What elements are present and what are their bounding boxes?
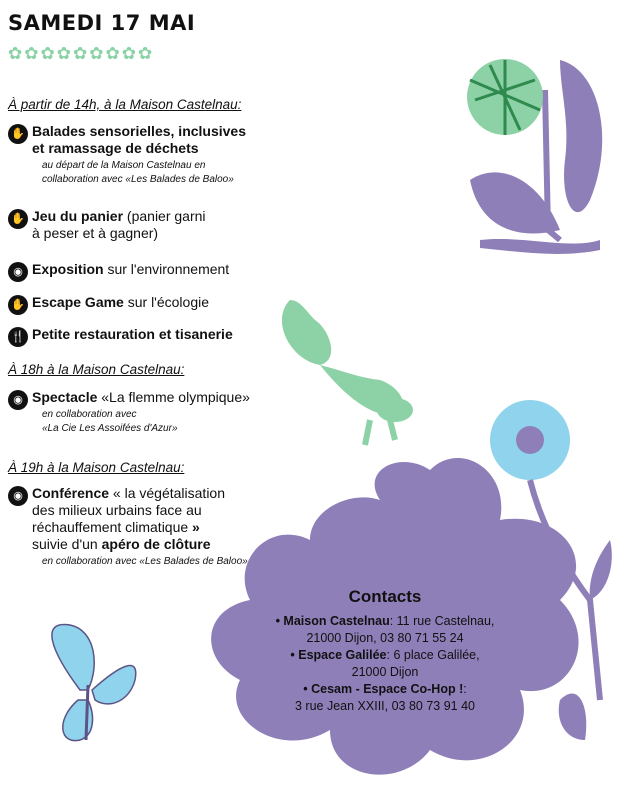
leaf-star-icon: ✿ — [56, 44, 71, 64]
item-escape-game — [8, 294, 209, 315]
leaf-star-icon: ✿ — [105, 44, 120, 64]
item-balades-title-2: et ramassage de déchets — [32, 140, 199, 156]
item-panier-title: Jeu du panier — [32, 208, 124, 224]
contact-2-address-1: : 6 place Galilée, — [386, 648, 480, 662]
item-balades-sub-2: collaboration avec «Les Balades de Baloo» — [42, 174, 234, 185]
leaf-star-icon: ✿ — [121, 44, 136, 64]
item-conference-sub: en collaboration avec «Les Balades de Baloo» — [42, 556, 248, 567]
section-heading-18h: À 18h à la Maison Castelnau: — [8, 362, 185, 377]
item-conference-apero: apéro de clôture — [101, 536, 211, 552]
item-panier-text-2: à peser et à gagner) — [32, 225, 159, 241]
item-balades — [8, 123, 246, 187]
item-escape-title: Escape Game — [32, 294, 124, 310]
item-conference-line-3: réchauffement climatique — [32, 519, 189, 535]
contact-1-address-2: 21000 Dijon, 03 80 71 55 24 — [306, 631, 464, 645]
item-panier-text: (panier garni — [123, 208, 206, 224]
item-restauration-title: Petite restauration et tisanerie — [32, 326, 233, 342]
leaf-star-icon: ✿ — [8, 44, 23, 64]
hand-icon: ✋ — [8, 124, 28, 144]
contacts-heading: Contacts — [348, 587, 422, 606]
eye-icon: ◉ — [8, 486, 28, 506]
item-balades-title: Balades sensorielles, inclusives — [32, 123, 247, 139]
contacts-block — [240, 588, 530, 715]
butterfly-illustration — [52, 624, 136, 740]
decorative-stars — [8, 46, 152, 63]
leaf-star-icon: ✿ — [40, 44, 55, 64]
squirrel-illustration — [282, 300, 413, 445]
contact-3-address-2: 3 rue Jean XXIII, 03 80 73 91 40 — [295, 699, 475, 713]
item-spectacle-sub-2: «La Cie Les Assoifées d'Azur» — [42, 423, 178, 434]
item-escape-text: sur l'écologie — [123, 294, 210, 310]
contact-3-name: • Cesam - Espace Co-Hop ! — [303, 682, 464, 696]
eye-icon: ◉ — [8, 390, 28, 410]
item-conference-title: Conférence — [32, 485, 110, 501]
item-spectacle-title: Spectacle — [32, 389, 98, 405]
item-conference-text: « la végétalisation — [109, 485, 225, 501]
contact-1-name: • Maison Castelnau — [275, 614, 390, 628]
hand-icon: ✋ — [8, 295, 28, 315]
item-spectacle — [8, 389, 250, 436]
item-conference-line-4a: suivie d'un — [32, 536, 102, 552]
item-spectacle-text: «La flemme olympique» — [97, 389, 250, 405]
item-panier — [8, 208, 206, 242]
item-exposition-title: Exposition — [32, 261, 104, 277]
contact-2-name: • Espace Galilée — [290, 648, 387, 662]
item-spectacle-sub-1: en collaboration avec — [42, 409, 137, 420]
leaf-star-icon: ✿ — [24, 44, 39, 64]
page-title: SAMEDI 17 MAI — [8, 11, 196, 35]
section-heading-14h: À partir de 14h, à la Maison Castelnau: — [8, 97, 242, 112]
item-conference-line-2: des milieux urbains face au — [32, 502, 202, 518]
hand-icon: ✋ — [8, 209, 28, 229]
item-balades-sub-1: au départ de la Maison Castelnau en — [42, 160, 206, 171]
item-conference-line-3b: » — [188, 519, 200, 535]
item-exposition-text: sur l'environnement — [103, 261, 230, 277]
leaf-star-icon: ✿ — [89, 44, 104, 64]
section-heading-19h: À 19h à la Maison Castelnau: — [8, 460, 185, 475]
contact-2-address-2: 21000 Dijon — [351, 665, 419, 679]
item-conference — [8, 485, 248, 569]
leaf-star-icon: ✿ — [138, 44, 153, 64]
contact-1-address-1: : 11 rue Castelnau, — [389, 614, 495, 628]
item-exposition — [8, 261, 229, 282]
item-restauration — [8, 326, 233, 347]
plant-illustration — [467, 59, 602, 254]
fork-knife-icon: 🍴 — [8, 327, 28, 347]
leaf-star-icon: ✿ — [73, 44, 88, 64]
contact-3-address-1: : — [463, 682, 467, 696]
eye-icon: ◉ — [8, 262, 28, 282]
